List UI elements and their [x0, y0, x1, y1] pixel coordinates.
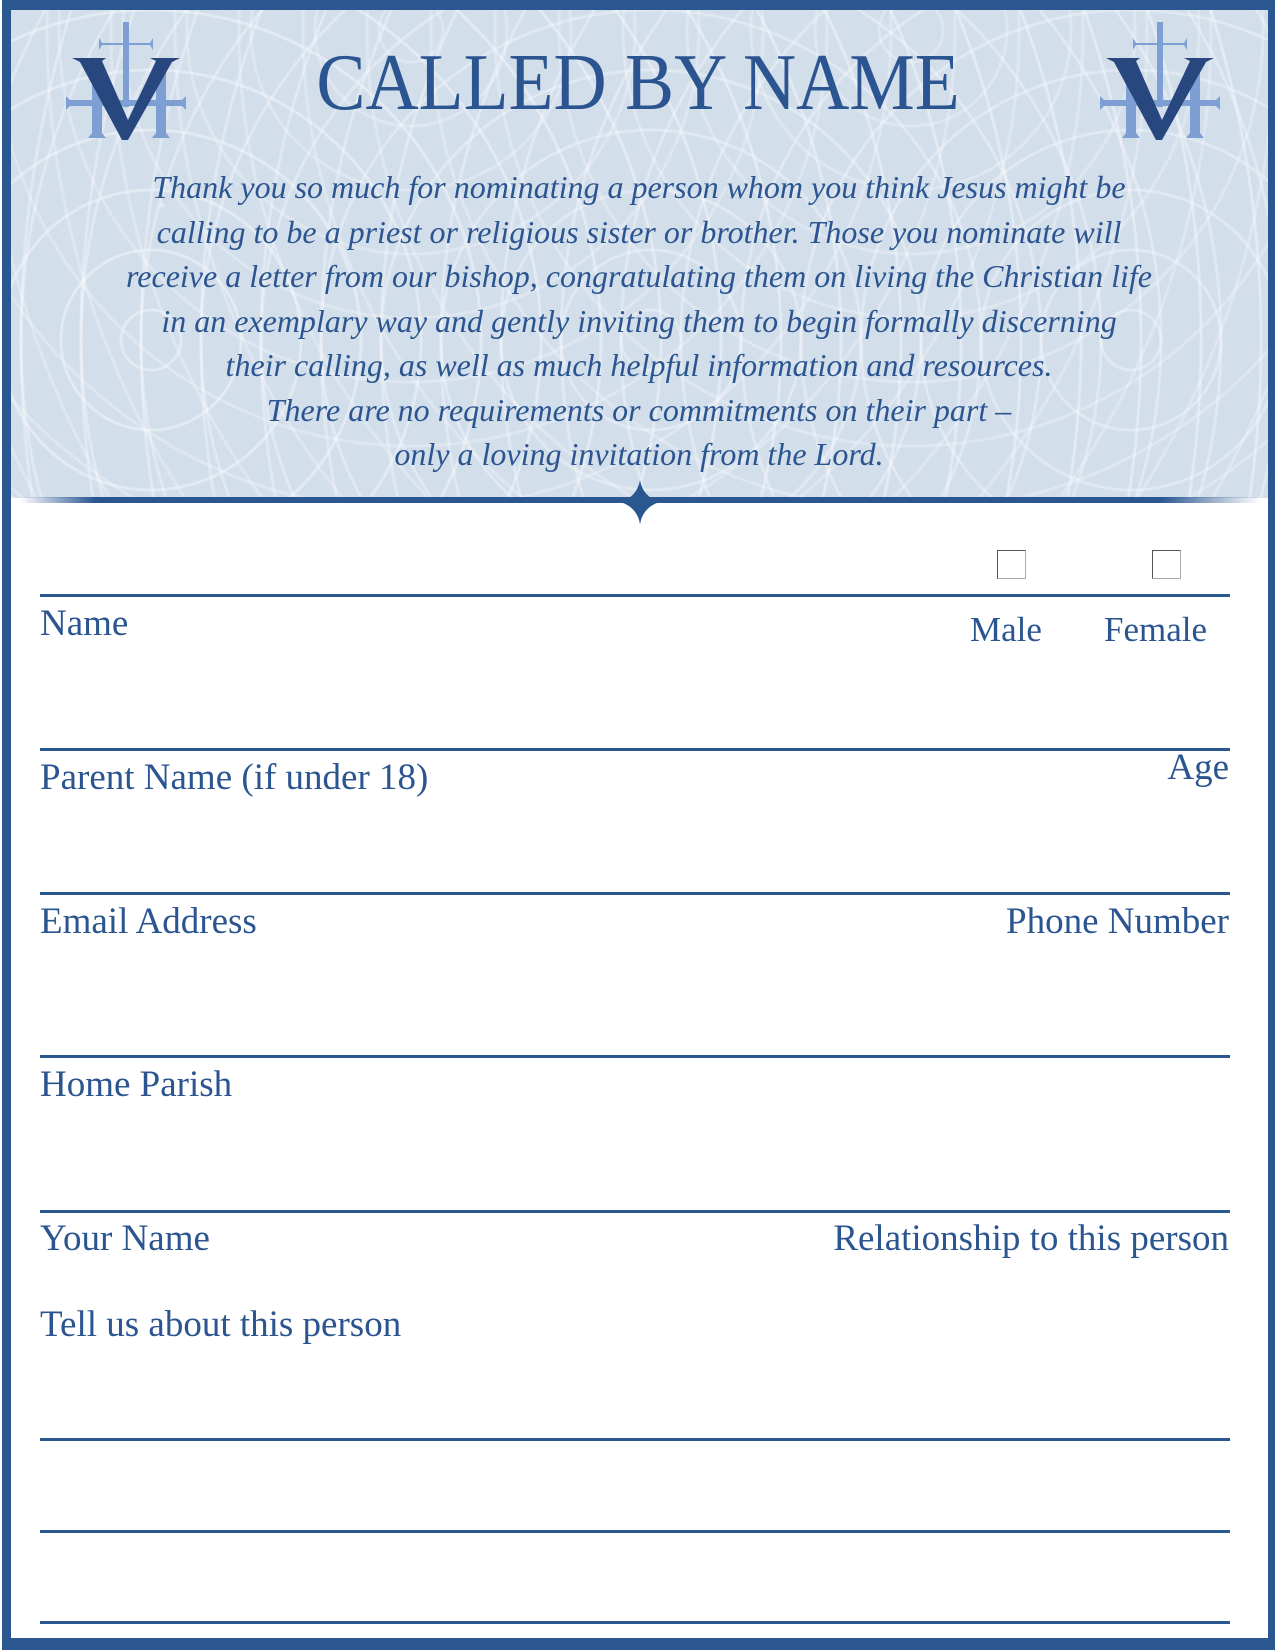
relationship-label: Relationship to this person — [833, 1218, 1229, 1259]
tell-us-line-1[interactable] — [40, 1438, 1230, 1441]
parent-name-field-line[interactable] — [40, 748, 1230, 751]
name-field-line[interactable] — [40, 594, 1230, 597]
age-label: Age — [1167, 747, 1229, 788]
female-label: Female — [1104, 610, 1208, 649]
diamond-ornament-icon — [620, 480, 660, 524]
intro-line: their calling, as well as much helpful information and resources. — [225, 347, 1053, 383]
male-checkbox[interactable] — [997, 550, 1026, 579]
email-phone-field-line[interactable] — [40, 892, 1230, 895]
home-parish-field-line[interactable] — [40, 1055, 1230, 1058]
intro-line: There are no requirements or commitments on their part – — [266, 391, 1012, 428]
female-checkbox[interactable] — [1152, 550, 1181, 579]
intro-line: only a loving invitation from the Lord. — [394, 436, 884, 472]
tell-us-line-2[interactable] — [40, 1530, 1230, 1533]
male-label: Male — [970, 610, 1042, 649]
intro-line: receive a letter from our bishop, congratulating them on living the Christian life — [126, 258, 1152, 294]
intro-line: Thank you so much for nominating a person whom you think Jesus might be — [152, 169, 1126, 205]
name-label: Name — [40, 603, 129, 644]
tell-us-line-3[interactable] — [40, 1621, 1230, 1624]
intro-line: in an exemplary way and gently inviting them to begin formally discerning — [161, 302, 1117, 339]
tell-us-label: Tell us about this person — [40, 1304, 402, 1345]
intro-line: calling to be a priest or religious sister or brother. Those you nominate will — [156, 213, 1122, 250]
email-label: Email Address — [40, 901, 257, 942]
your-name-field-line[interactable] — [40, 1210, 1230, 1213]
page-title: CALLED BY NAME — [316, 39, 960, 127]
phone-label: Phone Number — [1006, 901, 1229, 942]
your-name-label: Your Name — [40, 1218, 210, 1259]
intro-paragraph — [14, 165, 1264, 477]
parent-name-label: Parent Name (if under 18) — [40, 757, 429, 798]
home-parish-label: Home Parish — [40, 1064, 233, 1105]
